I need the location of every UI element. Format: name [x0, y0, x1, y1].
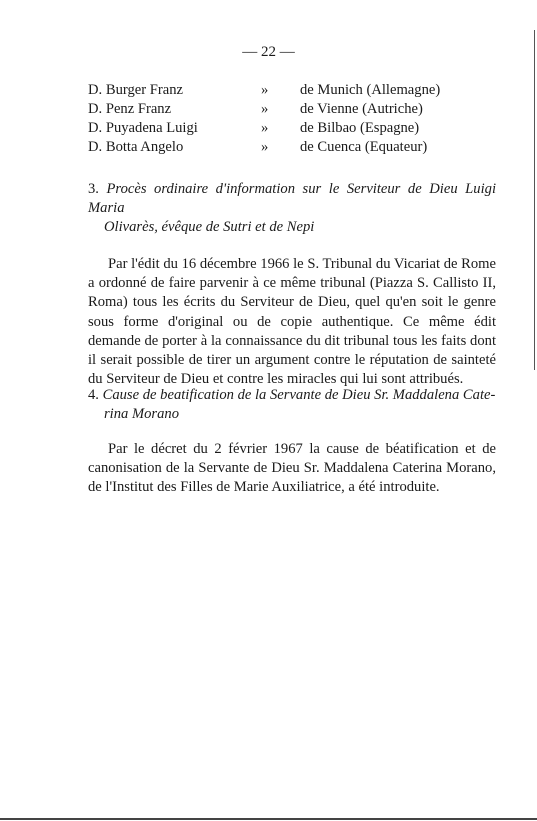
heading-line-1: Cause de beatification de la Servante de Dieu Sr. Maddalena Cate-	[102, 387, 496, 403]
person-name: D. Botta Angelo	[88, 139, 184, 155]
section-3	[88, 180, 496, 389]
section-3-heading	[88, 180, 496, 237]
page-bottom-rule	[0, 818, 537, 820]
person-name: D. Penz Franz	[88, 101, 172, 117]
heading-line-2: rina Morano	[104, 406, 179, 422]
list-item	[88, 100, 488, 119]
heading-line-1: Procès ordinaire d'information sur le Serviteur de Dieu Luigi Maria	[88, 181, 496, 216]
ditto-mark: »	[261, 120, 269, 136]
list-item	[88, 119, 488, 138]
section-number: 4.	[88, 387, 99, 403]
heading-line-2: Olivarès, évêque de Sutri et de Nepi	[104, 219, 315, 235]
names-list	[88, 81, 488, 157]
list-item	[88, 138, 488, 157]
person-name: D. Puyadena Luigi	[88, 120, 198, 136]
list-item	[88, 81, 488, 100]
ditto-mark: »	[261, 139, 269, 155]
diocese: de Vienne (Autriche)	[300, 101, 423, 117]
ditto-mark: »	[261, 82, 269, 98]
page-edge-rule	[534, 30, 535, 370]
diocese: de Bilbao (Espagne)	[300, 120, 420, 136]
section-3-body: Par l'édit du 16 décembre 1966 le S. Tribunal du Vicariat de Rome a ordonné de faire parvenir à ce même tribunal (Piazza S. Callisto II, Roma) tous les écrits du Serviteur de Dieu, quel qu'en soit le genre sous forme d'original ou de copie authentique. Ce même édit demande de porter à la connaissance du dit tribunal tous les faits dont il serait possible de tirer un argument contre le réputation de sainteté du Serviteur de Dieu et contre les miracles qui lui sont attribués.	[88, 256, 496, 388]
diocese: de Cuenca (Equateur)	[300, 139, 428, 155]
section-4	[88, 386, 496, 498]
diocese: de Munich (Allemagne)	[300, 82, 441, 98]
section-4-body: Par le décret du 2 février 1967 la cause de béatification et de canonisation de la Servante de Dieu Sr. Maddalena Caterina Morano, de l'Institut des Filles de Marie Auxiliatrice, a été introduite.	[88, 441, 496, 496]
ditto-mark: »	[261, 101, 269, 117]
page-number: — 22 —	[242, 44, 295, 60]
section-4-heading	[88, 386, 496, 424]
person-name: D. Burger Franz	[88, 82, 183, 98]
section-number: 3.	[88, 181, 99, 197]
